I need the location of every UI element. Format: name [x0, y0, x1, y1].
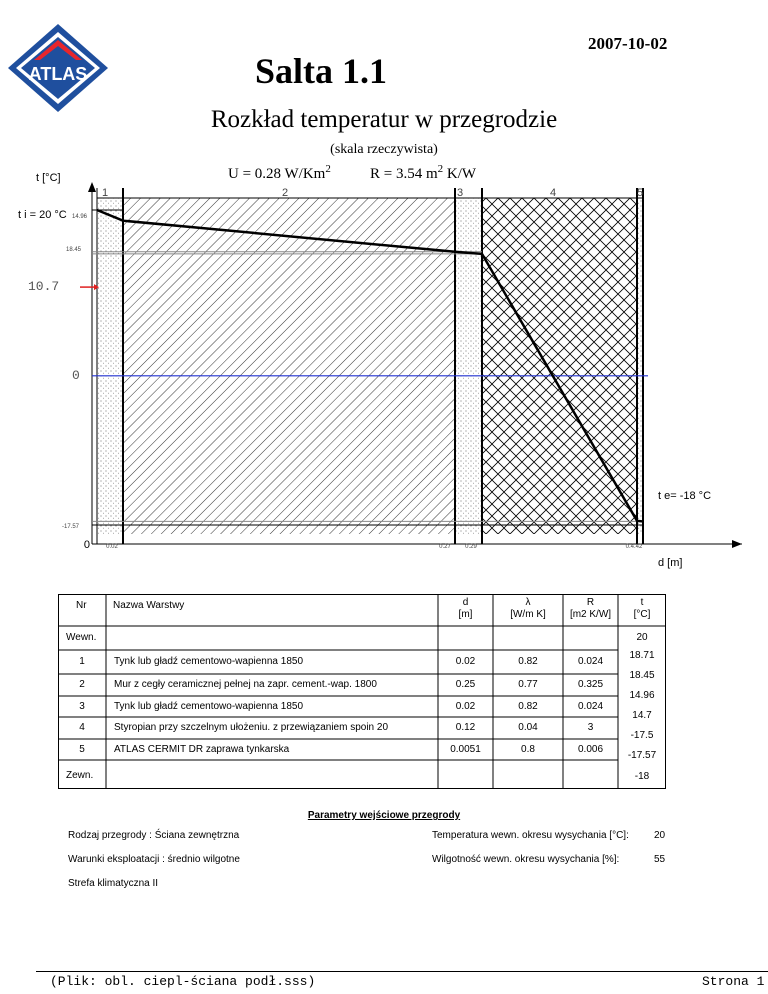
- layer-2: [123, 198, 455, 534]
- table-cell-r: 3: [587, 722, 594, 733]
- header-d-unit: [m]: [458, 609, 473, 620]
- table-temp-value: -17.57: [627, 750, 657, 761]
- table-cell-name: Styropian przy szczelnym ułożeniu. z przewiązaniem spoin 20: [114, 722, 389, 733]
- small-bottom-label: -17.57: [62, 524, 80, 530]
- param-rodzaj: Rodzaj przegrody : Ściana zewnętrzna: [68, 830, 240, 841]
- table-temp-value: -18: [634, 771, 650, 782]
- r-label-pre: R = 3.54 m: [370, 166, 438, 182]
- table-cell-lambda: 0.8: [521, 744, 535, 755]
- scale-note: (skala rzeczywista): [330, 142, 438, 157]
- x-tick-label: 0.27: [439, 544, 451, 550]
- u-label: U = 0.28 W/Km: [228, 166, 326, 182]
- outside-row-label: Zewn.: [66, 770, 94, 781]
- layers-table: [58, 594, 666, 789]
- header-lambda: λ: [525, 597, 531, 608]
- table-cell-r: 0.325: [577, 679, 604, 690]
- layer-number-4: 4: [549, 187, 557, 199]
- table-cell-nr: 1: [79, 656, 85, 667]
- layer-number-2: 2: [281, 187, 289, 199]
- params-title: Parametry wejściowe przegrody: [307, 810, 461, 821]
- layer-4: [482, 198, 637, 534]
- inside-temp-label: t i = 20 °C: [18, 209, 67, 221]
- y-axis-label: t [°C]: [36, 172, 61, 184]
- table-cell-d: 0.12: [455, 722, 476, 733]
- table-cell-lambda: 0.77: [518, 679, 538, 690]
- header-lambda-unit: [W/m K]: [510, 609, 546, 620]
- table-temp-value: 20: [636, 632, 648, 643]
- table-grid: [58, 594, 666, 789]
- table-cell-nr: 5: [79, 744, 85, 755]
- table-cell-d: 0.25: [455, 679, 476, 690]
- header-d: d: [462, 597, 469, 608]
- r-sup: 2: [437, 163, 444, 175]
- outside-temp-label: t e= -18 °C: [658, 490, 712, 502]
- table-cell-name: ATLAS CERMIT DR zaprawa tynkarska: [114, 744, 290, 755]
- layer-number-1: 1: [101, 187, 109, 199]
- layer-1: [97, 198, 123, 534]
- table-temp-value: 14.96: [629, 690, 655, 701]
- header-name: Nazwa Warstwy: [113, 600, 185, 611]
- x-axis-arrow: [732, 540, 742, 548]
- layer-number-5: 5: [636, 187, 644, 199]
- x-axis-label: d [m]: [658, 557, 683, 569]
- table-temp-value: 14.7: [632, 710, 652, 721]
- chart-subtitle: Rozkład temperatur w przegrodzie: [210, 106, 558, 133]
- x-tick-label: 0.02: [106, 544, 118, 550]
- table-cell-r: 0.024: [577, 701, 604, 712]
- table-cell-d: 0.02: [455, 656, 476, 667]
- layer-number-3: 3: [456, 187, 464, 199]
- param-temp-label: Temperatura wewn. okresu wysychania [°C]:: [432, 830, 629, 841]
- table-cell-lambda: 0.82: [518, 656, 538, 667]
- table-cell-name: Tynk lub gładź cementowo-wapienna 1850: [114, 656, 304, 667]
- logo-text: ATLAS: [28, 64, 88, 84]
- header-r: R: [586, 597, 595, 608]
- small-top-label: 18.45: [66, 247, 82, 253]
- table-cell-name: Tynk lub gładź cementowo-wapienna 1850: [114, 701, 304, 712]
- table-cell-lambda: 0.82: [518, 701, 538, 712]
- header-t-unit: [°C]: [633, 609, 651, 620]
- layer-3: [455, 198, 482, 534]
- footer-divider: [36, 971, 768, 972]
- table-cell-lambda: 0.04: [518, 722, 538, 733]
- table-cell-d: 0.0051: [450, 744, 481, 755]
- temperature-chart: [0, 180, 768, 580]
- param-warunki: Warunki eksploatacji : średnio wilgotne: [68, 854, 240, 865]
- inside-row-label: Wewn.: [66, 632, 97, 643]
- table-cell-nr: 3: [79, 701, 85, 712]
- r-label-post: K/W: [443, 166, 477, 182]
- small-mid-label: 14.96: [72, 214, 88, 220]
- table-cell-r: 0.024: [577, 656, 604, 667]
- param-strefa: Strefa klimatyczna II: [68, 878, 159, 889]
- table-cell-nr: 2: [79, 679, 85, 690]
- y-axis-arrow: [88, 182, 96, 192]
- zero-label: 0: [72, 368, 80, 383]
- dewpoint-label: 10.7: [28, 279, 60, 294]
- wall-layers: [97, 198, 643, 534]
- page-title: Salta 1.1: [255, 51, 388, 91]
- table-cell-r: 0.006: [577, 744, 604, 755]
- table-temp-value: 18.45: [629, 670, 655, 681]
- atlas-logo: [4, 20, 112, 116]
- x-tick-label: 0.4.42: [625, 544, 643, 550]
- origin-label: 0: [83, 539, 90, 551]
- table-temp-value: -17.5: [630, 730, 654, 741]
- u-sup: 2: [325, 163, 331, 175]
- header-r-unit: [m2 K/W]: [569, 609, 612, 620]
- x-tick-label: 0.29: [465, 544, 477, 550]
- param-temp-value: 20: [654, 830, 666, 841]
- header-nr: Nr: [76, 600, 87, 611]
- table-cell-nr: 4: [79, 722, 85, 733]
- param-wilg-value: 55: [654, 854, 666, 865]
- report-date: 2007-10-02: [588, 34, 668, 53]
- table-temp-value: 18.71: [629, 650, 655, 661]
- footer-file: (Plik: obl. ciepl-ściana podł.sss): [50, 974, 316, 989]
- table-cell-d: 0.02: [455, 701, 476, 712]
- footer-page-number: Strona 1: [702, 974, 765, 989]
- header-t: t: [640, 597, 644, 608]
- param-wilg-label: Wilgotność wewn. okresu wysychania [%]:: [432, 854, 620, 865]
- table-cell-name: Mur z cegły ceramicznej pełnej na zapr. cement.-wap. 1800: [114, 679, 377, 690]
